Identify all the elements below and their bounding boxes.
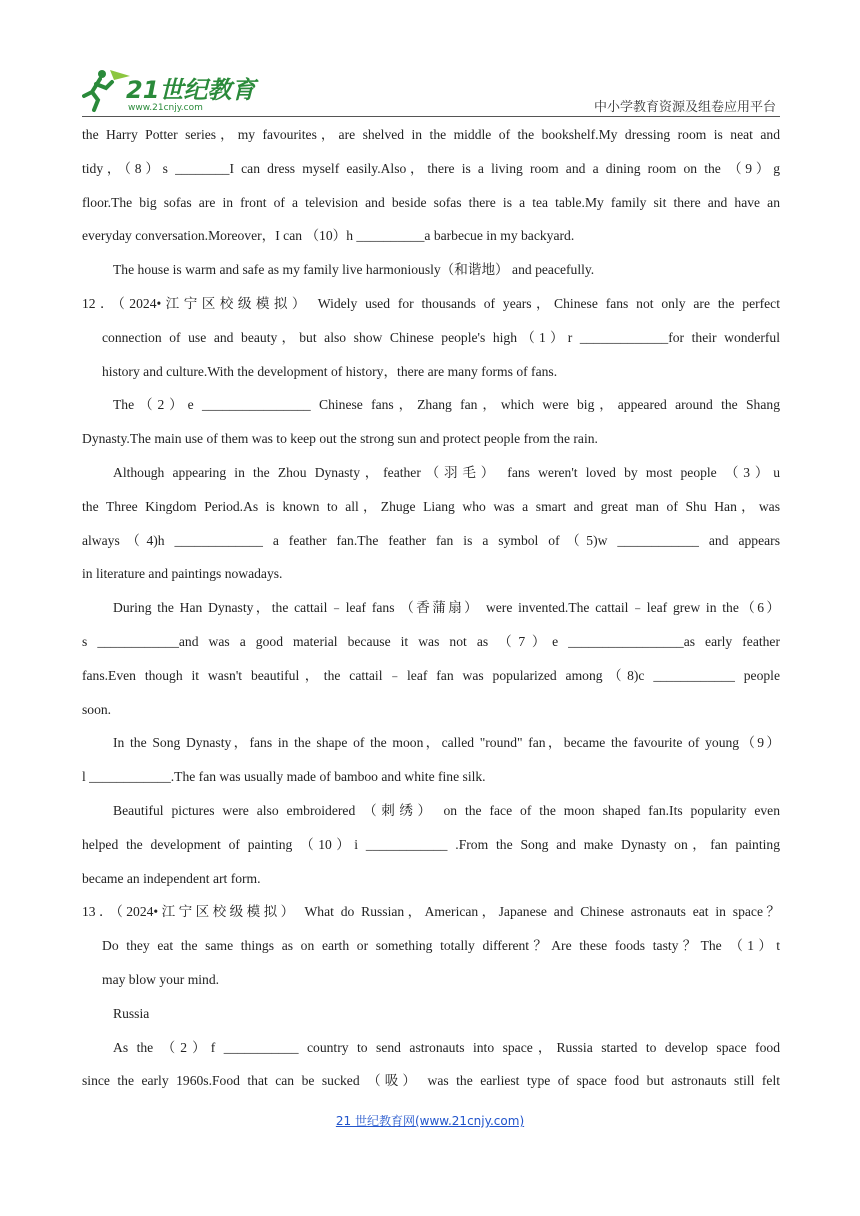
- text-line: The（2）e ________________ Chinese fans，Zhang fan，which were big，appeared around the Shang: [113, 397, 780, 413]
- text-line: Beautiful pictures were also embroidered （刺绣） on the face of the moon shaped fan.Its popularity even: [113, 802, 780, 818]
- logo-url: www.21cnjy.com: [128, 103, 203, 113]
- text-line: the Three Kingdom Period.As is known to all，Zhuge Liang who was a smart and great man of Shu Han，was: [82, 498, 780, 514]
- text-line: During the Han Dynasty，the cattail﹣leaf fans （香蒲扇） were invented.The cattail﹣leaf grew in the（6）: [113, 600, 780, 616]
- text-line: Dynasty.The main use of them was to keep out the strong sun and protect people from the rain.: [82, 431, 598, 447]
- text-line: The house is warm and safe as my family live harmoniously（和谐地） and peacefully.: [113, 262, 595, 278]
- text-line: in literature and paintings nowadays.: [82, 566, 283, 582]
- text-line: 12．（2024•江宁区校级模拟） Widely used for thousands of years，Chinese fans not only are the perfect: [82, 295, 780, 311]
- header-rule: [82, 116, 780, 117]
- text-line: may blow your mind.: [102, 971, 220, 987]
- page-footer: [0, 1112, 860, 1129]
- text-line: history and culture.With the development of history，there are many forms of fans.: [102, 363, 558, 379]
- text-line: always（4)h _____________ a feather fan.The feather fan is a symbol of（5)w ____________ and appears: [82, 532, 780, 548]
- text-line: Although appearing in the Zhou Dynasty，feather（羽毛） fans weren't loved by most people （3）u: [113, 464, 780, 480]
- text-line: soon.: [82, 701, 112, 717]
- text-line: fans.Even though it wasn't beautiful，the cattail﹣leaf fan was popularized among（8)c ____________ people: [82, 667, 780, 683]
- platform-title: 中小学教育资源及组卷应用平台: [593, 100, 776, 115]
- text-line: the Harry Potter series，my favourites，are shelved in the middle of the bookshelf.My dressing room is neat and: [82, 127, 780, 142]
- footer-link[interactable]: 21 世纪教育网(www.21cnjy.com): [335, 1114, 525, 1128]
- text-line: since the early 1960s.Food that can be sucked （吸） was the earliest type of space food but astronauts still felt: [82, 1073, 780, 1089]
- text-line: everyday conversation.Moreover，I can （10）h __________a barbecue in my backyard.: [82, 228, 575, 244]
- page-header: [82, 66, 780, 116]
- text-line: helped the development of painting （10）i ____________ .From the Song and make Dynasty on，fan painting: [82, 836, 780, 852]
- text-line: became an independent art form.: [82, 870, 261, 886]
- text-line: Do they eat the same things as on earth or something totally different？Are these foods tasty？The （1）t: [102, 938, 780, 954]
- text-line: tidy，（8）s ________I can dress myself easily.Also，there is a living room and a dining room on the （9）g: [82, 160, 780, 176]
- text-line: connection of use and beauty，but also show Chinese people's high（1）r _____________for their wonderful: [102, 329, 780, 345]
- logo: [82, 66, 262, 116]
- text-line: l ____________.The fan was usually made of bamboo and white fine silk.: [82, 769, 486, 785]
- text-line: Russia: [113, 1005, 150, 1021]
- document-body: [82, 118, 780, 1098]
- text-line: floor.The big sofas are in front of a television and beside sofas there is a tea table.My family sit there and have an: [82, 194, 780, 210]
- text-line: 13．（2024•江宁区校级模拟） What do Russian，American，Japanese and Chinese astronauts eat in space？: [82, 904, 780, 920]
- text-line: In the Song Dynasty，fans in the shape of the moon，called "round" fan，became the favourite of young（9）: [113, 735, 780, 751]
- logo-text: 21世纪教育: [126, 76, 256, 104]
- text-line: s ____________and was a good material because it was not as （7）e _________________as early feather: [82, 633, 780, 649]
- text-line: As the （2）f ___________ country to send astronauts into space，Russia started to develop space food: [113, 1039, 780, 1055]
- running-man-icon: [84, 70, 130, 110]
